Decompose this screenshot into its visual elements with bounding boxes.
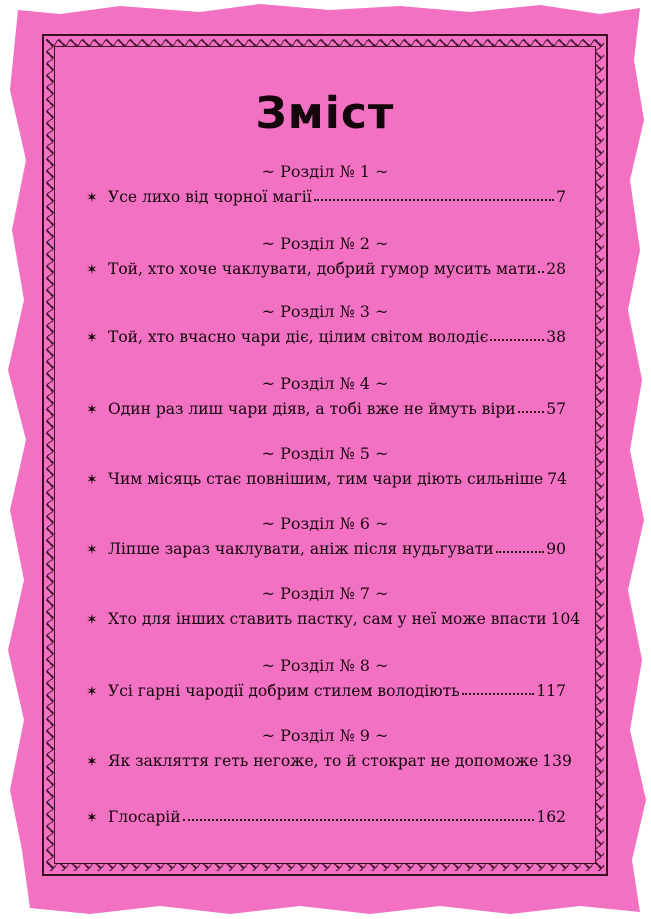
section-heading: ~ Розділ № 3 ~ — [261, 302, 389, 321]
dot-leader — [496, 550, 545, 553]
entry-title: Один раз лиш чари діяв, а тобі вже не ймуть віри — [108, 400, 516, 418]
entry-title: Чим місяць стає повнішим, тим чари діють сильніше — [108, 470, 544, 488]
star-bullet-icon: ✶ — [86, 262, 98, 278]
star-bullet-icon: ✶ — [86, 402, 98, 418]
star-bullet-icon: ✶ — [86, 754, 98, 770]
entry-title: Хто для інших ставить пастку, сам у неї може впасти — [108, 610, 547, 628]
entry-title: Усі гарні чародії добрим стилем володіють — [108, 682, 460, 700]
section-heading: ~ Розділ № 5 ~ — [261, 444, 389, 463]
dot-leader — [518, 410, 545, 413]
toc-entry-glossary[interactable] — [86, 808, 566, 826]
star-bullet-icon: ✶ — [86, 472, 98, 488]
star-bullet-icon: ✶ — [86, 810, 98, 826]
dot-leader — [183, 818, 535, 821]
toc-entry[interactable] — [86, 260, 566, 278]
dot-leader — [462, 692, 535, 695]
toc-entry[interactable] — [86, 470, 566, 488]
section-heading: ~ Розділ № 1 ~ — [261, 162, 389, 181]
page-number: 104 — [550, 610, 581, 628]
page-number: 139 — [542, 752, 572, 770]
star-bullet-icon: ✶ — [86, 190, 98, 206]
star-bullet-icon: ✶ — [86, 330, 98, 346]
toc-entry[interactable] — [86, 610, 581, 628]
section-heading: ~ Розділ № 7 ~ — [261, 584, 389, 603]
toc-entry[interactable] — [86, 682, 566, 700]
page-title: Зміст — [255, 88, 395, 139]
page-number: 38 — [546, 328, 566, 346]
dot-leader — [538, 270, 544, 273]
page-number: 7 — [556, 188, 566, 206]
page-number: 162 — [536, 808, 566, 826]
page-number: 57 — [546, 400, 566, 418]
section-heading: ~ Розділ № 2 ~ — [261, 234, 389, 253]
toc-entry[interactable] — [86, 328, 566, 346]
dot-leader — [314, 198, 554, 201]
page-number: 74 — [547, 470, 567, 488]
dot-leader — [490, 338, 544, 341]
entry-title: Усе лихо від чорної магії — [108, 188, 312, 206]
section-heading: ~ Розділ № 8 ~ — [261, 656, 389, 675]
star-bullet-icon: ✶ — [86, 542, 98, 558]
entry-title: Той, хто хоче чаклувати, добрий гумор мусить мати — [108, 260, 537, 278]
entry-title: Глосарій — [108, 808, 181, 826]
toc-entry[interactable] — [86, 540, 566, 558]
toc-entry[interactable] — [86, 400, 566, 418]
table-of-contents — [68, 62, 582, 852]
section-heading: ~ Розділ № 9 ~ — [261, 726, 389, 745]
page-number: 90 — [546, 540, 566, 558]
section-heading: ~ Розділ № 4 ~ — [261, 374, 389, 393]
entry-title: Ліпше зараз чаклувати, аніж після нудьгувати — [108, 540, 494, 558]
toc-entry[interactable] — [86, 188, 566, 206]
section-heading: ~ Розділ № 6 ~ — [261, 514, 389, 533]
page-number: 117 — [536, 682, 566, 700]
entry-title: Як закляття геть негоже, то й стократ не допоможе — [108, 752, 539, 770]
page-number: 28 — [546, 260, 566, 278]
star-bullet-icon: ✶ — [86, 684, 98, 700]
entry-title: Той, хто вчасно чари діє, цілим світом володіє — [108, 328, 489, 346]
toc-entry[interactable] — [86, 752, 572, 770]
star-bullet-icon: ✶ — [86, 612, 98, 628]
